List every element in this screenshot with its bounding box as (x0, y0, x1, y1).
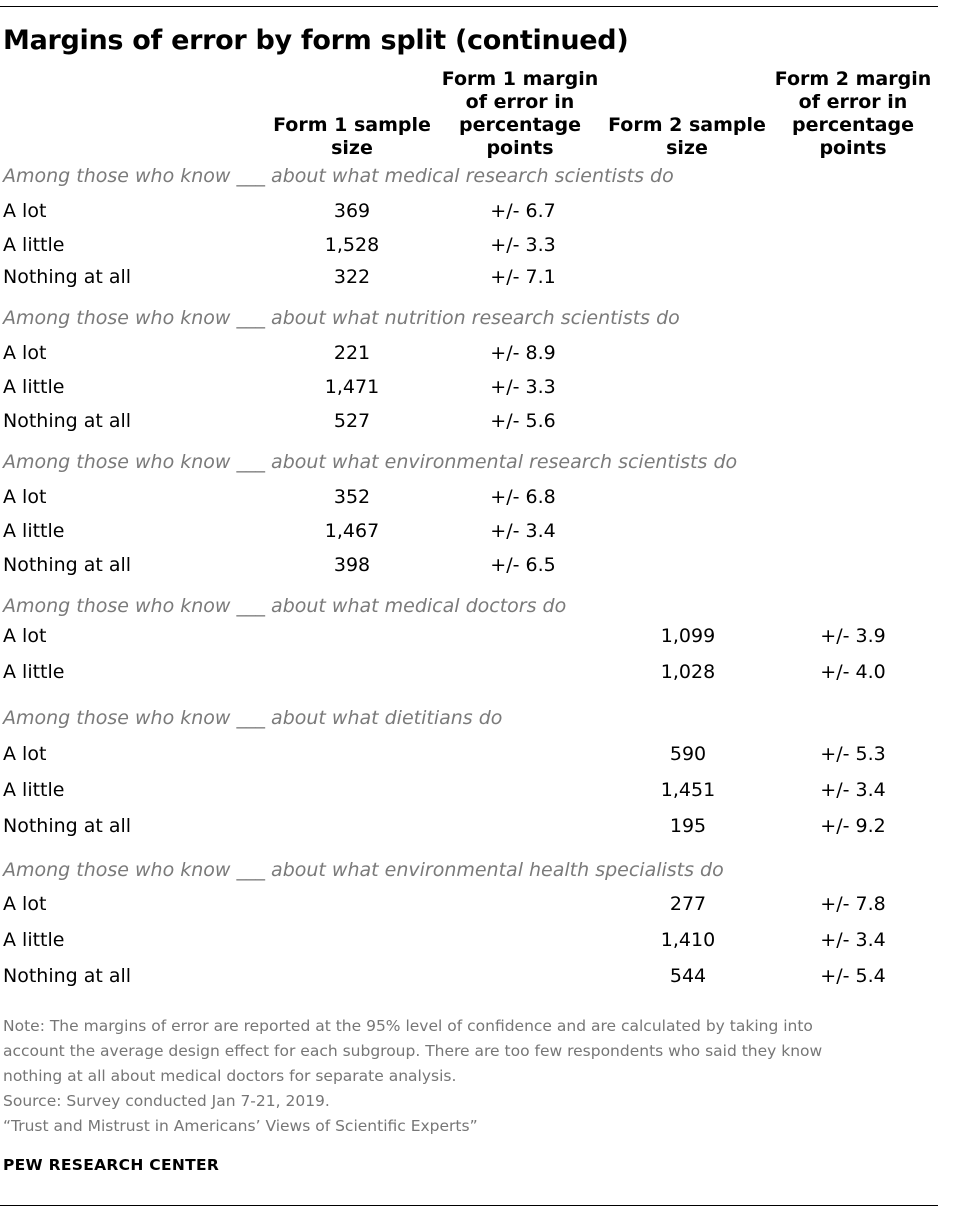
form2-sample-size: 1,410 (660, 929, 716, 951)
note-line: Note: The margins of error are reported at the 95% level of confidence and are calculated by taking into (3, 1017, 813, 1035)
brand-logo-text: PEW RESEARCH CENTER (3, 1156, 220, 1174)
form1-sample-size: 369 (333, 200, 371, 222)
form1-sample-size: 352 (333, 486, 371, 508)
section-label: Among those who know ___ about what medical research scientists do (3, 165, 674, 187)
section-label: Among those who know ___ about what medical doctors do (3, 595, 567, 617)
note-line: account the average design effect for each subgroup. There are too few respondents who said they know (3, 1042, 823, 1060)
bottom-rule (0, 1205, 938, 1206)
row-label: A lot (3, 893, 47, 915)
form2-sample-size: 1,451 (660, 779, 716, 801)
row-label: A lot (3, 625, 47, 647)
column-header-form2-moe: Form 2 margin of error in percentage points (774, 68, 932, 159)
table-row (0, 660, 938, 684)
form1-margin-of-error: +/- 6.8 (490, 486, 556, 508)
form1-sample-size: 398 (333, 554, 371, 576)
row-label: A lot (3, 486, 47, 508)
form1-sample-size: 1,471 (324, 376, 380, 398)
table-row (0, 199, 938, 223)
row-label: A lot (3, 200, 47, 222)
table-row (0, 265, 938, 289)
table-row (0, 624, 938, 648)
table-row (0, 409, 938, 433)
source-line: Source: Survey conducted Jan 7-21, 2019. (3, 1092, 330, 1110)
form2-margin-of-error: +/- 3.4 (820, 779, 886, 801)
form1-margin-of-error: +/- 6.5 (490, 554, 556, 576)
section-label: Among those who know ___ about what dietitians do (3, 707, 503, 729)
top-rule (0, 6, 938, 7)
row-label: A lot (3, 743, 47, 765)
section-label: Among those who know ___ about what nutrition research scientists do (3, 307, 680, 329)
form1-sample-size: 527 (333, 410, 371, 432)
table-row (0, 375, 938, 399)
table-row (0, 742, 938, 766)
row-label: Nothing at all (3, 266, 132, 288)
row-label: A lot (3, 342, 47, 364)
section-label: Among those who know ___ about what environmental research scientists do (3, 451, 738, 473)
form2-margin-of-error: +/- 7.8 (820, 893, 886, 915)
table-row (0, 778, 938, 802)
form2-sample-size: 195 (669, 815, 707, 837)
row-label: A little (3, 376, 65, 398)
table-row (0, 814, 938, 838)
form1-sample-size: 1,528 (324, 234, 380, 256)
form1-margin-of-error: +/- 7.1 (490, 266, 556, 288)
table-row (0, 341, 938, 365)
form2-margin-of-error: +/- 4.0 (820, 661, 886, 683)
form2-sample-size: 1,099 (660, 625, 716, 647)
form1-margin-of-error: +/- 3.3 (490, 234, 556, 256)
table-row (0, 233, 938, 257)
form1-margin-of-error: +/- 3.4 (490, 520, 556, 542)
form2-sample-size: 277 (669, 893, 707, 915)
form1-margin-of-error: +/- 5.6 (490, 410, 556, 432)
form2-margin-of-error: +/- 9.2 (820, 815, 886, 837)
section-label: Among those who know ___ about what environmental health specialists do (3, 859, 724, 881)
note-line: nothing at all about medical doctors for separate analysis. (3, 1067, 457, 1085)
form1-margin-of-error: +/- 6.7 (490, 200, 556, 222)
page-title: Margins of error by form split (continued) (3, 25, 629, 56)
row-label: Nothing at all (3, 815, 132, 837)
column-header-form2-sample: Form 2 sample size (608, 114, 766, 159)
form2-margin-of-error: +/- 5.4 (820, 965, 886, 987)
table-row (0, 485, 938, 509)
form1-sample-size: 322 (333, 266, 371, 288)
form2-margin-of-error: +/- 5.3 (820, 743, 886, 765)
form1-sample-size: 221 (333, 342, 371, 364)
report-title-line: “Trust and Mistrust in Americans’ Views of Scientific Experts” (3, 1117, 478, 1135)
form2-margin-of-error: +/- 3.4 (820, 929, 886, 951)
table-row (0, 519, 938, 543)
row-label: A little (3, 234, 65, 256)
row-label: A little (3, 779, 65, 801)
notes (3, 1014, 933, 1139)
table-row (0, 892, 938, 916)
form2-sample-size: 590 (669, 743, 707, 765)
row-label: A little (3, 929, 65, 951)
form1-margin-of-error: +/- 3.3 (490, 376, 556, 398)
row-label: A little (3, 661, 65, 683)
table-row (0, 964, 938, 988)
form2-sample-size: 544 (669, 965, 707, 987)
form1-sample-size: 1,467 (324, 520, 380, 542)
row-label: Nothing at all (3, 965, 132, 987)
column-header-form1-sample: Form 1 sample size (273, 114, 431, 159)
table-row (0, 553, 938, 577)
form2-sample-size: 1,028 (660, 661, 716, 683)
form2-margin-of-error: +/- 3.9 (820, 625, 886, 647)
row-label: A little (3, 520, 65, 542)
column-header-form1-moe: Form 1 margin of error in percentage points (441, 68, 599, 159)
table-row (0, 928, 938, 952)
row-label: Nothing at all (3, 554, 132, 576)
row-label: Nothing at all (3, 410, 132, 432)
form1-margin-of-error: +/- 8.9 (490, 342, 556, 364)
